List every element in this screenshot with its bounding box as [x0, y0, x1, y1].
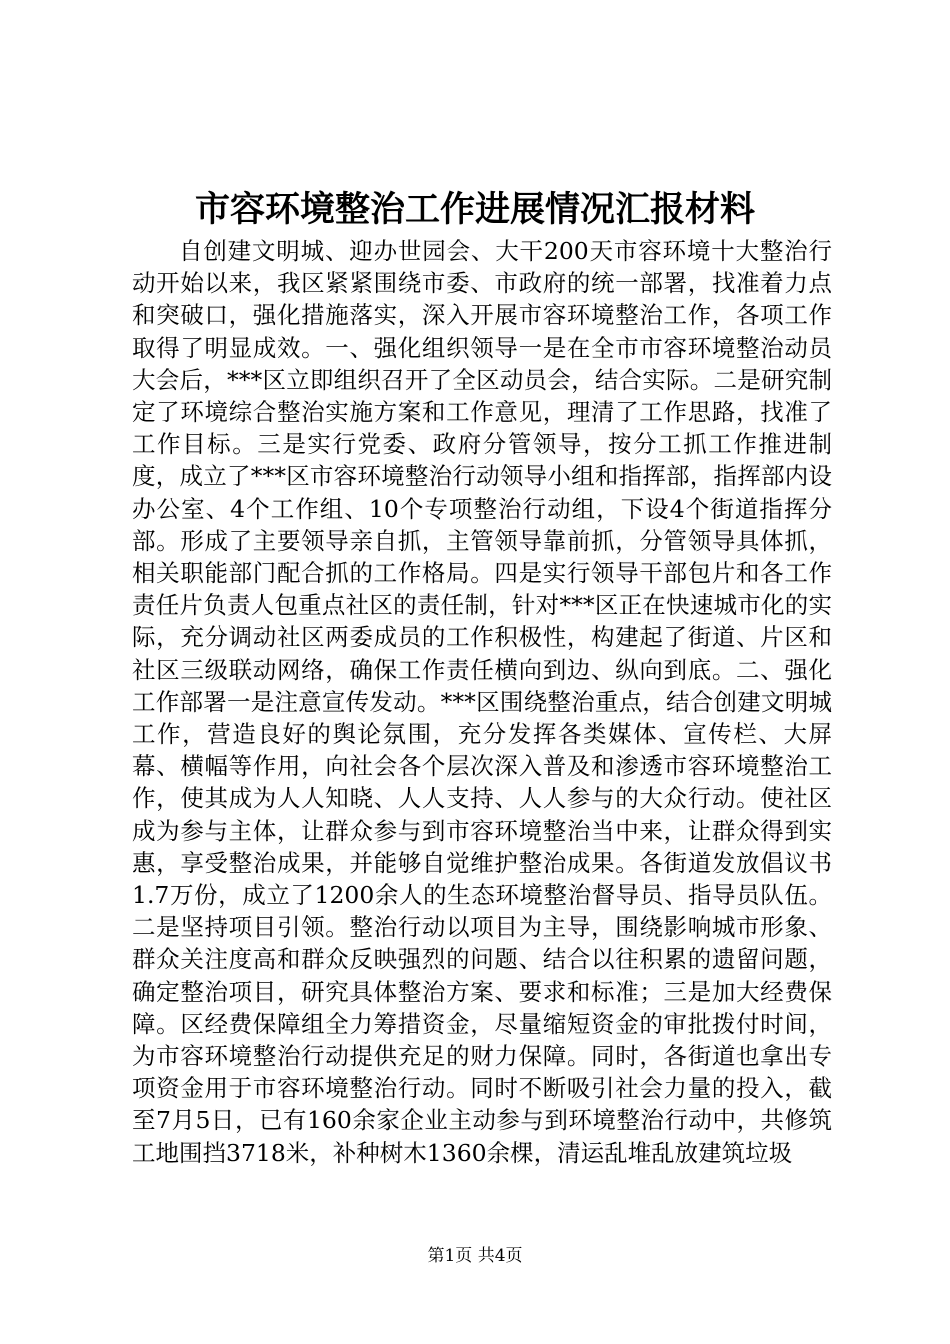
- document-title: 市容环境整治工作进展情况汇报材料: [194, 189, 755, 230]
- document-body-paragraph: 自创建文明城、迎办世园会、大干200天市容环境十大整治行动开始以来，我区紧紧围绕市委、市政府的统一部署，找准着力点和突破口，强化措施落实，深入开展市容环境整治工作，各项工作取得了明显成效。一、强化组织领导一是在全市市容环境整治动员大会后，***区立即组织召开了全区动员会，结合实际。二是研究制定了环境综合整治实施方案和工作意见，理清了工作思路，找准了工作目标。三是实行党委、政府分管领导，按分工抓工作推进制度，成立了***区市容环境整治行动领导小组和指挥部，指挥部内设办公室、4个工作组、10个专项整治行动组，下设4个街道指挥分部。形成了主要领导亲自抓，主管领导靠前抓，分管领导具体抓，相关职能部门配合抓的工作格局。四是实行领导干部包片和各工作责任片负责人包重点社区的责任制，针对***区正在快速城市化的实际，充分调动社区两委成员的工作积极性，构建起了街道、片区和社区三级联动网络，确保工作责任横向到边、纵向到底。二、强化工作部署一是注意宣传发动。***区围绕整治重点，结合创建文明城工作，营造良好的舆论氛围，充分发挥各类媒体、宣传栏、大屏幕、横幅等作用，向社会各个层次深入普及和渗透市容环境整治工作，使其成为人人知晓、人人支持、人人参与的大众行动。使社区成为参与主体，让群众参与到市容环境整治当中来，让群众得到实惠，享受整治成果，并能够自觉维护整治成果。各街道发放倡议书1.7万份，成立了1200余人的生态环境整治督导员、指导员队伍。二是坚持项目引领。整治行动以项目为主导，围绕影响城市形象、群众关注度高和群众反映强烈的问题、结合以往积累的遗留问题，确定整治项目，研究具体整治方案、要求和标准；三是加大经费保障。区经费保障组全力筹措资金，尽量缩短资金的审批拨付时间，为市容环境整治行动提供充足的财力保障。同时，各街道也拿出专项资金用于市容环境整治行动。同时不断吸引社会力量的投入，截至7月5日，已有160余家企业主动参与到环境整治行动中，共修筑工地围挡3718米，补种树木1360余棵，清运乱堆乱放建筑垃圾: [132, 237, 832, 1167]
- page-number-footer: 第1页 共4页: [427, 1246, 523, 1266]
